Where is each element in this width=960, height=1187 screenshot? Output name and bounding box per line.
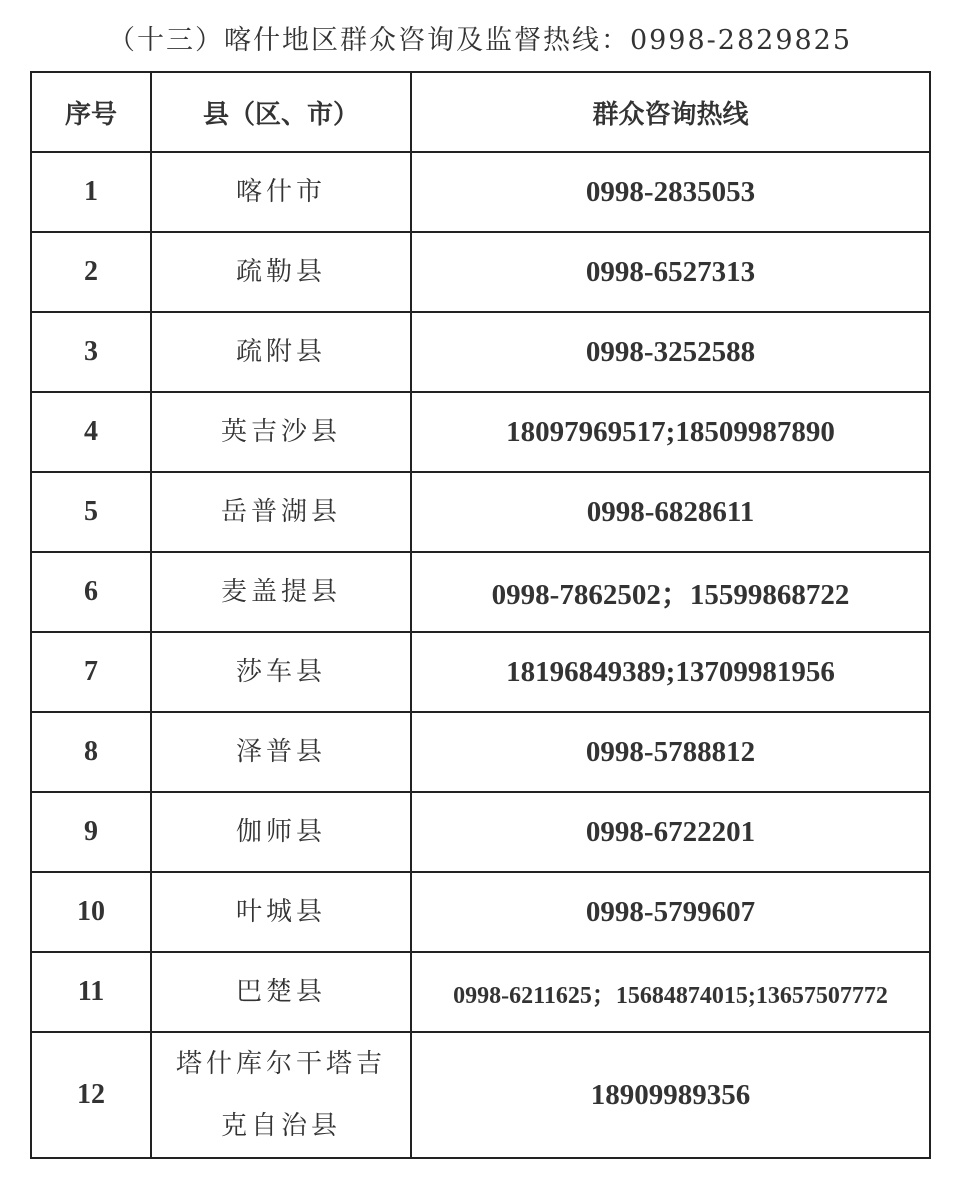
table-row (31, 312, 930, 392)
row-number: 6 (31, 552, 151, 632)
county-name: 叶城县 (151, 872, 411, 952)
table-row (31, 952, 930, 1032)
hotline-number: 0998-5788812 (411, 712, 930, 792)
table-row (31, 712, 930, 792)
table-header-row (31, 72, 930, 152)
table-row (31, 632, 930, 712)
county-name: 喀什市 (151, 152, 411, 232)
row-number: 11 (31, 952, 151, 1032)
table-row (31, 552, 930, 632)
row-number: 2 (31, 232, 151, 312)
county-name: 泽普县 (151, 712, 411, 792)
county-name: 麦盖提县 (151, 552, 411, 632)
row-number: 7 (31, 632, 151, 712)
row-number: 9 (31, 792, 151, 872)
hotline-number: 18909989356 (411, 1032, 930, 1158)
table-row (31, 392, 930, 472)
table-row (31, 872, 930, 952)
row-number: 10 (31, 872, 151, 952)
row-number: 5 (31, 472, 151, 552)
hotline-number: 0998-5799607 (411, 872, 930, 952)
hotline-number: 18196849389;13709981956 (411, 632, 930, 712)
table-row (31, 232, 930, 312)
hotline-number: 0998-7862502；15599868722 (411, 552, 930, 632)
header-phone: 群众咨询热线 (411, 72, 930, 152)
table-row (31, 472, 930, 552)
document-title: （十三）喀什地区群众咨询及监督热线：0998-2829825 (107, 25, 853, 56)
table-row (31, 152, 930, 232)
county-name: 疏附县 (151, 312, 411, 392)
row-number: 4 (31, 392, 151, 472)
county-name: 英吉沙县 (151, 392, 411, 472)
hotline-number: 0998-6722201 (411, 792, 930, 872)
hotline-number: 18097969517;18509987890 (411, 392, 930, 472)
row-number: 3 (31, 312, 151, 392)
row-number: 8 (31, 712, 151, 792)
county-name: 疏勒县 (151, 232, 411, 312)
hotline-number: 0998-6211625；15684874015;13657507772 (411, 952, 930, 1032)
hotline-number: 0998-6527313 (411, 232, 930, 312)
county-name: 伽师县 (151, 792, 411, 872)
hotline-number: 0998-6828611 (411, 472, 930, 552)
row-number: 1 (31, 152, 151, 232)
county-name: 莎车县 (151, 632, 411, 712)
county-name: 岳普湖县 (151, 472, 411, 552)
header-county: 县（区、市） (151, 72, 411, 152)
county-name: 塔什库尔干塔吉克自治县 (151, 1032, 411, 1158)
table-row (31, 1032, 930, 1158)
table-row (31, 792, 930, 872)
county-name: 巴楚县 (151, 952, 411, 1032)
header-no: 序号 (31, 72, 151, 152)
hotline-number: 0998-3252588 (411, 312, 930, 392)
row-number: 12 (31, 1032, 151, 1158)
hotline-number: 0998-2835053 (411, 152, 930, 232)
hotline-table (30, 71, 931, 1159)
